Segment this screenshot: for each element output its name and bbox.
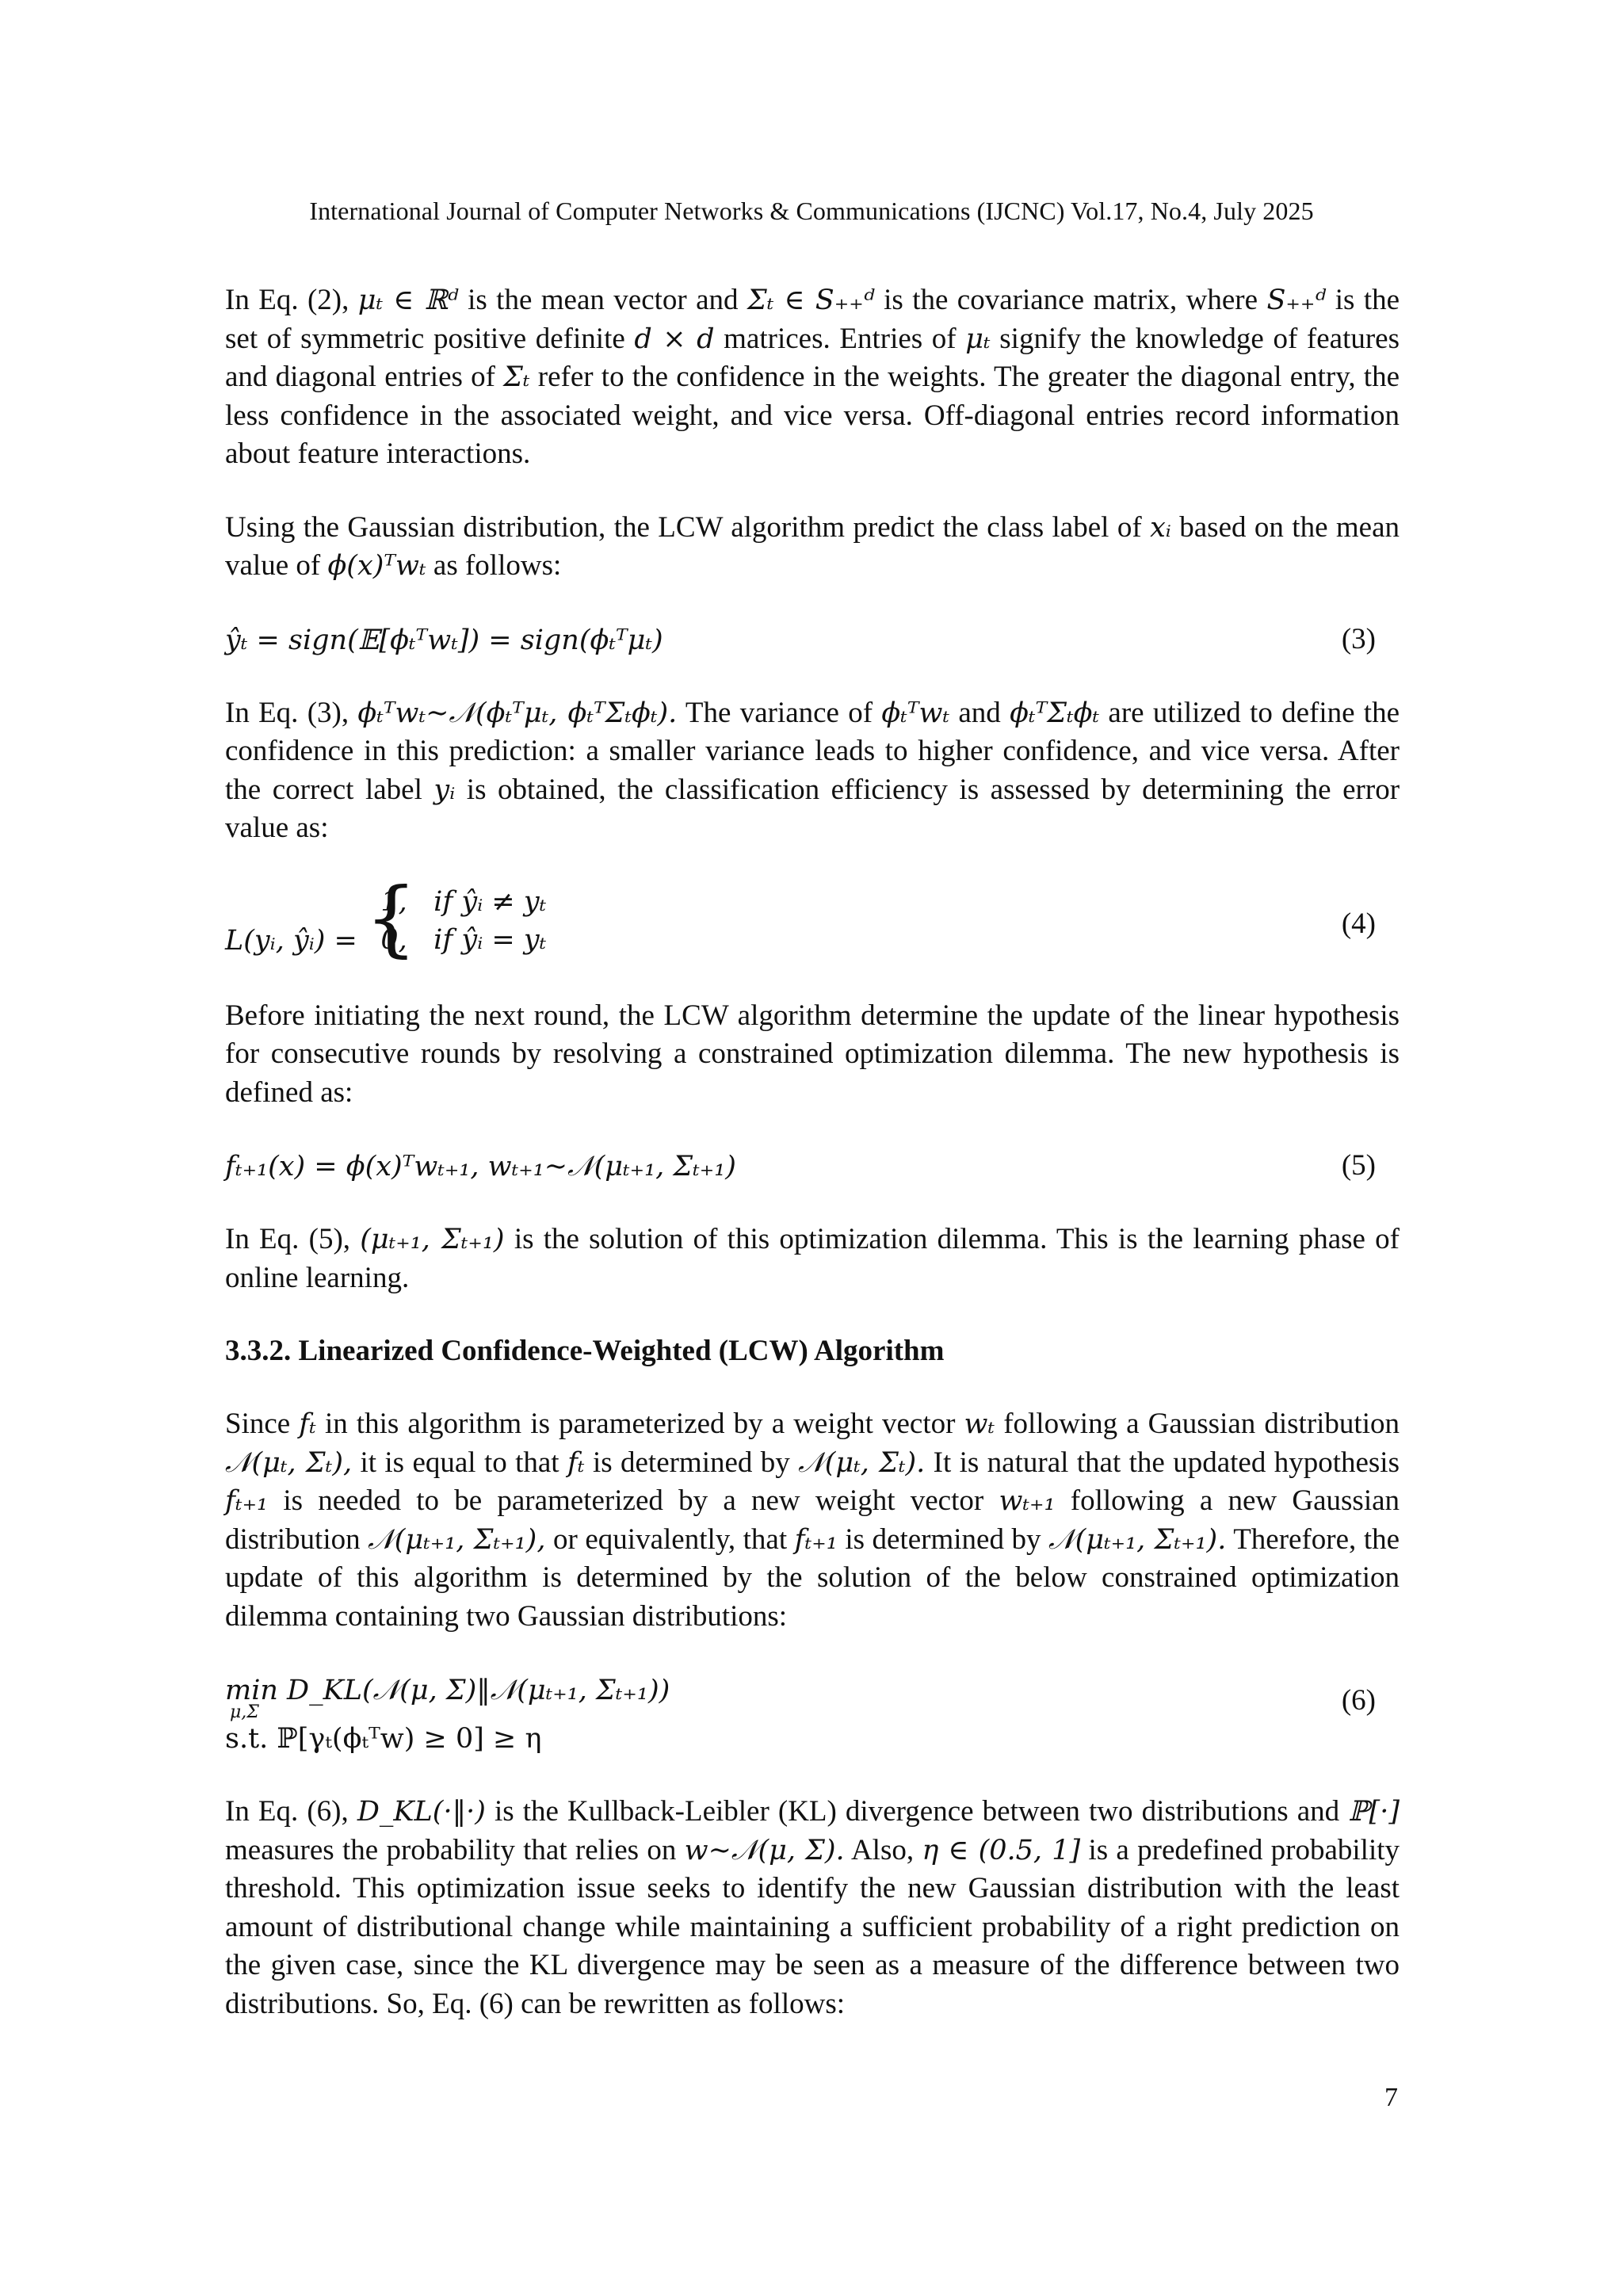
equation-4-case-2: 0, if ŷᵢ = yₜ	[380, 923, 547, 956]
left-brace-glyph: {	[365, 869, 418, 966]
paragraph-lcw-update: Since fₜ in this algorithm is parameterized by a weight vector wₜ following a Gaussian distribution 𝒩(μₜ, Σₜ), it is equal to that fₜ is determined by 𝒩(μₜ, Σₜ). It is natural that the updated hypothesis fₜ₊₁ is needed to be parameterized by a new weight vector wₜ₊₁ following a new Gaussian distribution 𝒩(μₜ₊₁, Σₜ₊₁), or equivalently, that fₜ₊₁ is determined by 𝒩(μₜ₊₁, Σₜ₊₁). Therefore, the update of this algorithm is determined by the solution of the below constrained optimization dilemma containing two Gaussian distributions:	[225, 1408, 1400, 1633]
equation-4-lhs: L(yᵢ, ŷᵢ) =	[225, 925, 357, 957]
equation-5-number: (5)	[1341, 1149, 1376, 1182]
page-body	[225, 281, 1400, 2023]
equation-3-body: ŷₜ = sign(𝔼[ϕₜᵀwₜ]) = sign(ϕₜᵀμₜ)	[225, 624, 663, 656]
equation-4-number: (4)	[1341, 907, 1376, 940]
equation-3-number: (3)	[1341, 622, 1376, 655]
equation-5	[225, 1147, 1400, 1186]
equation-5-body: fₜ₊₁(x) = ϕ(x)ᵀwₜ₊₁, wₜ₊₁∼𝒩(μₜ₊₁, Σₜ₊₁)	[225, 1151, 736, 1182]
paragraph-prediction: Using the Gaussian distribution, the LCW algorithm predict the class label of xᵢ based on the mean value of ϕ(x)ᵀwₜ as follows:	[225, 510, 1400, 582]
running-header: International Journal of Computer Networks & Communications (IJCNC) Vol.17, No.4, July 2025	[309, 197, 1314, 225]
equation-6-line-2: s.t. ℙ[γₜ(ϕₜᵀw) ≥ 0] ≥ η	[225, 1723, 542, 1755]
paragraph-variance: In Eq. (3), ϕₜᵀwₜ∼𝒩(ϕₜᵀμₜ, ϕₜᵀΣₜϕₜ). The variance of ϕₜᵀwₜ and ϕₜᵀΣₜϕₜ are utilized to define the confidence in this prediction: a smaller variance leads to higher confidence, and vice versa. After the correct label yᵢ is obtained, the classification efficiency is assessed by determining the error value as:	[225, 696, 1400, 844]
section-heading-3-3-2: 3.3.2. Linearized Confidence-Weighted (LCW) Algorithm	[225, 1335, 945, 1367]
equation-6-line-1: min D_KL(𝒩(μ, Σ)‖𝒩(μₜ₊₁, Σₜ₊₁))	[225, 1675, 670, 1706]
paragraph-eq5-solution: In Eq. (5), (μₜ₊₁, Σₜ₊₁) is the solution of this optimization dilemma. This is the learning phase of online learning.	[225, 1223, 1400, 1294]
paragraph-eq2-explanation: In Eq. (2), μₜ ∈ ℝᵈ is the mean vector and Σₜ ∈ S₊₊ᵈ is the covariance matrix, where S₊₊ᵈ is the set of symmetric positive definite d × d matrices. Entries of μₜ signify the knowledge of features and diagonal entries of Σₜ refer to the confidence in the weights. The greater the diagonal entry, the less confidence in the associated weight, and vice versa. Off-diagonal entries record information about feature interactions.	[225, 284, 1400, 470]
equation-3	[225, 621, 1400, 659]
equation-4	[225, 869, 1400, 966]
paragraph-kl-divergence: In Eq. (6), D_KL(·‖·) is the Kullback-Leibler (KL) divergence between two distributions and ℙ[·] measures the probability that relies on w∼𝒩(μ, Σ). Also, η ∈ (0.5, 1] is a predefined probability threshold. This optimization issue seeks to identify the new Gaussian distribution with the least amount of distributional change while maintaining a sufficient probability of a right prediction on the given case, since the KL divergence may be seen as a measure of the difference between two distributions. So, Eq. (6) can be rewritten as follows:	[225, 1795, 1400, 2020]
equation-4-case-1: 1, if ŷᵢ ≠ yₜ	[380, 885, 547, 918]
equation-6	[225, 1671, 1400, 1758]
equation-4-cases	[365, 869, 547, 966]
page-number: 7	[1384, 2083, 1398, 2112]
equation-6-subscript: μ,Σ	[230, 1702, 259, 1722]
paragraph-next-round: Before initiating the next round, the LCW algorithm determine the update of the linear hypothesis for consecutive rounds by resolving a constrained optimization dilemma. The new hypothesis is defined as:	[225, 999, 1400, 1109]
equation-6-number: (6)	[1341, 1684, 1376, 1717]
